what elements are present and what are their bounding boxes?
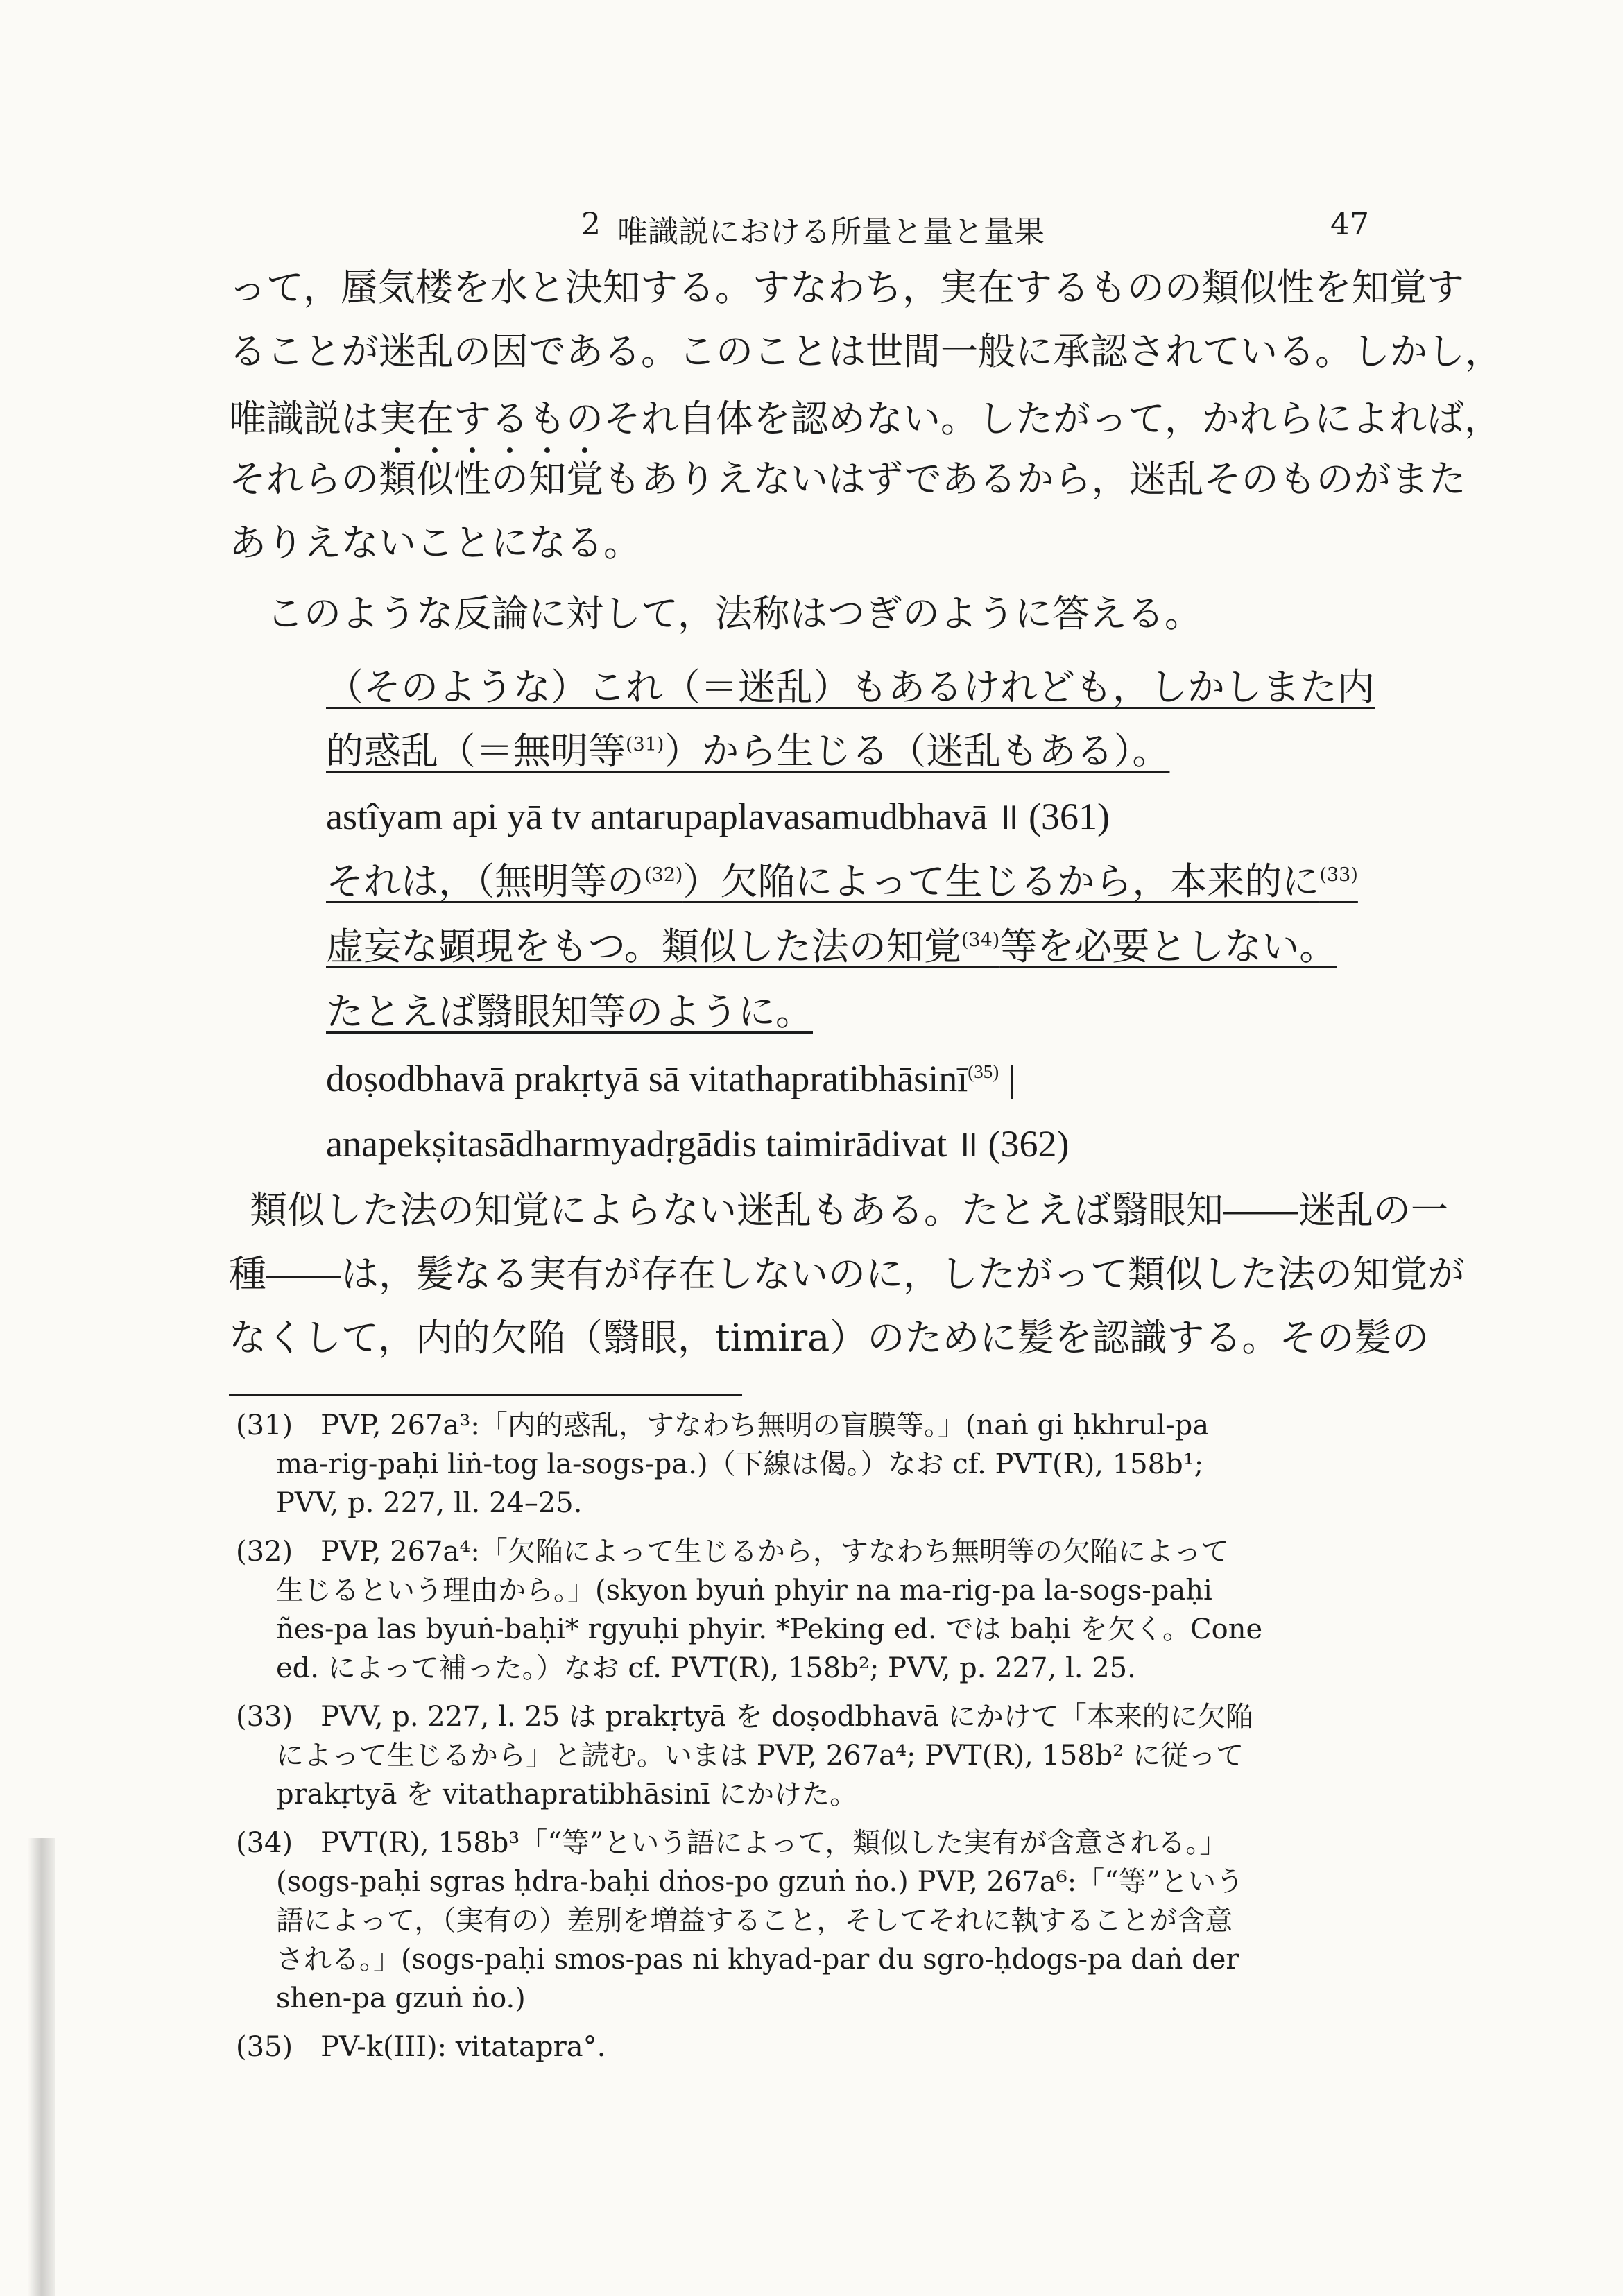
- body-line: って，蜃気楼を水と決知する。すなわち，実在するものの類似性を知覚す: [229, 266, 1464, 309]
- sanskrit-verse-361: astîyam api yā tv antarupaplavasamudbhavā ॥ (361): [326, 796, 1110, 837]
- footnote-ref-32: (32): [644, 864, 683, 886]
- footnote-35: (35) PV-k(III): vitatapra°.: [236, 2031, 606, 2063]
- sanskrit-verse-362: doṣodbhavā prakṛtyā sā vitathapratibhāsinī$^{(35)}$ |: [326, 1058, 1016, 1099]
- body-line: このような反論に対して，法称はつぎのように答える。: [266, 592, 1202, 635]
- verse-translation-362: それは，（無明等の$^{(32)}$）欠陥によって生じるから，本来的に$^{(33)}$: [326, 859, 1358, 903]
- footnote-ref-33: (33): [1319, 864, 1358, 886]
- footnote-33: によって生じるから」と読む。いまは PVP, 267a⁴; PVT(R), 158b² に従って: [276, 1740, 1244, 1772]
- footnote-32: ed. によって補った。）なお cf. PVT(R), 158b²; PVV, p. 227, l. 25.: [276, 1652, 1136, 1684]
- footnote-31: ma-rig-paḥi liṅ-tog la-sogs-pa.)（下線は偈。）なお cf. PVT(R), 158b¹;: [276, 1448, 1204, 1480]
- emphasis-dotted: 実在するもの: [379, 397, 603, 440]
- body-line: ありえないことになる。: [229, 521, 641, 565]
- chapter-number: 2: [581, 207, 601, 242]
- footnote-33: (33) PVV, p. 227, l. 25 は prakṛtyā を doṣodbhavā にかけて「本来的に欠陥: [236, 1701, 1253, 1733]
- footnote-34: される。」(sogs-paḥi smos-pas ni khyad-par du sgro-ḥdogs-pa daṅ der: [276, 1944, 1239, 1976]
- body-line: なくして，内的欠陥（翳眼，timira）のために髪を認識する。その髪の: [229, 1316, 1429, 1360]
- verse-translation-362: 虚妄な顕現をもつ。類似した法の知覚$^{(34)}$等を必要としない。: [326, 925, 1337, 968]
- verse-translation-362: たとえば翳眼知等のように。: [326, 990, 813, 1034]
- verse-translation-361: 的惑乱（＝無明等$^{(31)}$）から生じる（迷乱もある）。: [326, 729, 1170, 773]
- footnote-rule: [229, 1394, 742, 1396]
- footnote-33: prakṛtyā を vitathapratibhāsinī にかけた。: [276, 1779, 858, 1810]
- body-line: 類似した法の知覚によらない迷乱もある。たとえば翳眼知――迷乱の一: [250, 1188, 1448, 1232]
- footnote-31: (31) PVP, 267a³:「内的惑乱，すなわち無明の盲膜等。」(naṅ gi ḥkhrul-pa: [236, 1410, 1210, 1441]
- footnote-ref-34: (34): [961, 929, 1000, 951]
- page-number: 47: [1330, 207, 1369, 242]
- footnote-34: (sogs-paḥi sgras ḥdra-baḥi dṅos-po gzuṅ ṅo.) PVP, 267a⁶:「“等”という: [276, 1866, 1244, 1898]
- footnote-32: ñes-pa las byuṅ-baḥi* rgyuḥi phyir. *Peking ed. では baḥi を欠く。Cone: [276, 1613, 1263, 1645]
- footnote-32: (32) PVP, 267a⁴:「欠陥によって生じるから，すなわち無明等の欠陥によって: [236, 1536, 1229, 1568]
- chapter-title: 唯識説における所量と量と量果: [617, 214, 1045, 250]
- footnote-34: shen-pa gzuṅ ṅo.): [276, 1982, 526, 2014]
- footnote-ref-35: (35): [968, 1061, 999, 1082]
- footnote-ref-31: (31): [626, 734, 664, 755]
- sanskrit-verse-362: anapekṣitasādharmyadṛgādis taimirādivat ॥ (362): [326, 1123, 1070, 1165]
- footnote-34: 語によって，（実有の）差別を増益すること，そしてそれに執することが含意: [276, 1905, 1233, 1937]
- footnote-34: (34) PVT(R), 158b³「“等”という語によって，類似した実有が含意される。」: [236, 1827, 1228, 1859]
- verse-translation-361: （そのような）これ（＝迷乱）もあるけれども，しかしまた内: [326, 665, 1375, 709]
- footnote-32: 生じるという理由から。」(skyon byuṅ phyir na ma-rig-pa la-sogs-paḥi: [276, 1575, 1212, 1607]
- binding-shadow: [28, 1838, 55, 2296]
- body-line: ることが迷乱の因である。このことは世間一般に承認されている。しかし，: [229, 329, 1502, 373]
- footnote-31: PVV, p. 227, ll. 24–25.: [276, 1487, 583, 1519]
- body-line: 唯識説は実在するものそれ自体を認めない。したがって，かれらによれば，: [229, 397, 1502, 440]
- body-line: それらの類似性の知覚もありえないはずであるから，迷乱そのものがまた: [229, 457, 1466, 501]
- body-line: 種――は，髪なる実有が存在しないのに，したがって類似した法の知覚が: [229, 1252, 1465, 1296]
